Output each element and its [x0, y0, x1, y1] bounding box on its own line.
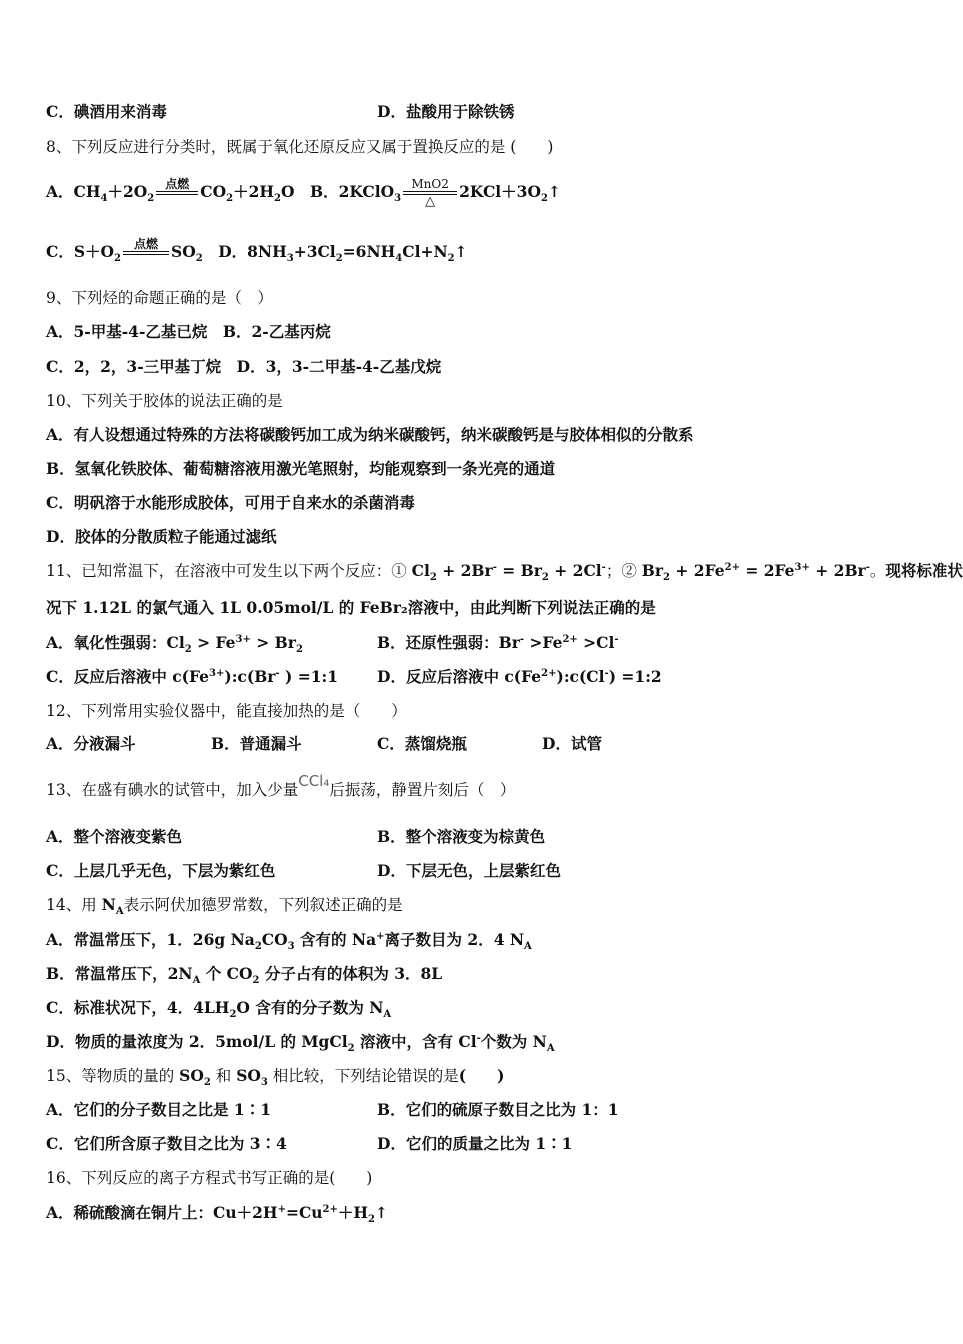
q12-options — [46, 734, 602, 754]
q9-options-ab: A．5-甲基-4-乙基已烷 B．2-乙基丙烷 — [46, 322, 331, 341]
q13-option-c: C．上层几乎无色，下层为紫红色 — [46, 861, 276, 880]
q9-options-cd: C．2，2，3-三甲基丁烷 D．3，3-二甲基-4-乙基戊烷 — [46, 357, 442, 376]
q11-option-d: D．反应后溶液中 $c(Fe^{2+}):c(Cl^-)$ =1:2 — [377, 667, 662, 686]
q15-options-cd — [46, 1134, 573, 1154]
q10-stem: 10、下列关于胶体的说法正确的是 — [46, 392, 283, 410]
q12-option-d: D．试管 — [542, 734, 602, 753]
ccl4-formula: CCl₄ — [298, 772, 330, 790]
q14-stem: 14、用 $N_A$表示阿伏加德罗常数，下列叙述正确的是 — [46, 895, 403, 918]
q12-option-a: A．分液漏斗 — [46, 734, 136, 753]
q7-option-c: C．碘酒用来消毒 — [46, 102, 167, 121]
q12-stem: 12、下列常用实验仪器中，能直接加热的是（ ） — [46, 702, 407, 720]
q15-option-d: D．它们的质量之比为 1∶1 — [377, 1134, 573, 1153]
mno2-heat-condition: MnO2 △ — [403, 178, 457, 208]
q10-option-a: A．有人设想通过特殊的方法将碳酸钙加工成为纳米碳酸钙，纳米碳酸钙是与胶体相似的分散系 — [46, 425, 694, 444]
q7-options-cd — [46, 102, 515, 122]
q13-option-b: B．整个溶液变为棕黄色 — [377, 827, 546, 846]
q13-options-ab — [46, 827, 546, 847]
q10-option-c: C．明矾溶于水能形成胶体，可用于自来水的杀菌消毒 — [46, 493, 415, 512]
q9-stem: 9、下列烃的命题正确的是（ ） — [46, 289, 273, 307]
q11-option-c: C．反应后溶液中 $c(Fe^{3+}):c(Br^-$ ) =1:1 — [46, 667, 339, 686]
q13-option-a: A．整个溶液变紫色 — [46, 827, 183, 846]
ignite-condition-2: 点燃 — [123, 238, 169, 268]
q12-option-c: C．蒸馏烧瓶 — [377, 734, 467, 753]
q16-stem: 16、下列反应的离子方程式书写正确的是( ) — [46, 1169, 373, 1187]
q13-stem: 13、在盛有碘水的试管中，加入少量CCl₄后振荡，静置片刻后（ ） — [46, 772, 516, 799]
q14-option-b: B．常温常压下，$2N_A$ 个 $CO_2$ 分子占有的体积为 3．8L — [46, 964, 443, 987]
q13-option-d: D．下层无色，上层紫红色 — [377, 861, 561, 880]
q11-options-cd — [46, 667, 662, 687]
q13-options-cd — [46, 861, 561, 881]
q8-options-cd: C．$S+O_2$ 点燃 $SO_2$ D．$8NH_3+3Cl_2=6NH_4Cl+N_2↑$ — [46, 232, 468, 272]
q11-option-a: A．氧化性强弱：$Cl_2 > Fe^{3+} > Br_2$ — [46, 633, 303, 656]
ignite-condition: 点燃 — [156, 178, 198, 208]
q11-options-ab — [46, 633, 619, 656]
q12-option-b: B．普通漏斗 — [211, 734, 302, 753]
q7-option-d: D．盐酸用于除铁锈 — [377, 102, 515, 121]
q11-option-b: B．还原性强弱：$Br^- >Fe^{2+} >Cl^-$ — [377, 633, 619, 652]
q15-stem: 15、等物质的量的 $SO_2$ 和 $SO_3$ 相比较，下列结论错误的是( ) — [46, 1066, 505, 1089]
q15-options-ab — [46, 1100, 619, 1120]
q15-option-b: B．它们的硫原子数目之比为 1：1 — [377, 1100, 619, 1119]
q16-option-a: A．稀硫酸滴在铜片上：$Cu+2H^+=Cu^{2+}+H_2↑$ — [46, 1203, 389, 1226]
q10-option-d: D．胶体的分散质粒子能通过滤纸 — [46, 527, 277, 546]
q11-stem-line1: 11、已知常温下，在溶液中可发生以下两个反应：① $Cl_2 + 2Br^- = Br_2 + 2Cl^-$；② $Br_2 + 2Fe^{2+} = 2Fe^{3+} + 2Br^-$。现将标准状 — [46, 561, 963, 584]
q8-stem: 8、下列反应进行分类时，既属于氧化还原反应又属于置换反应的是 ( ) — [46, 138, 554, 156]
q14-option-c: C．标准状况下，4．$4LH_2O$ 含有的分子数为 $N_A$ — [46, 998, 392, 1021]
q11-stem-line2: 况下 1.12L 的氯气通入 1L 0.05mol/L 的 FeBr₂溶液中，由此判断下列说法正确的是 — [46, 598, 656, 617]
q10-option-b: B．氢氧化铁胶体、葡萄糖溶液用激光笔照射，均能观察到一条光亮的通道 — [46, 459, 556, 478]
q15-option-c: C．它们所含原子数目之比为 3∶4 — [46, 1134, 287, 1153]
q14-option-d: D．物质的量浓度为 2．5mol/L 的 MgCl$_2$ 溶液中，含有 Cl-个数为 $N_A$ — [46, 1032, 555, 1055]
q14-option-a: A．常温常压下，1．26g $Na_2CO_3$ 含有的 Na+离子数目为 2．4 $N_A$ — [46, 930, 532, 953]
q8-options-ab: A．$CH_4+2O_2$ 点燃 $CO_2+2H_2O$ B．2KClO$_3$ MnO2 △ $2KCl+3O_2↑$ — [46, 177, 561, 209]
q15-option-a: A．它们的分子数目之比是 1∶1 — [46, 1100, 271, 1119]
